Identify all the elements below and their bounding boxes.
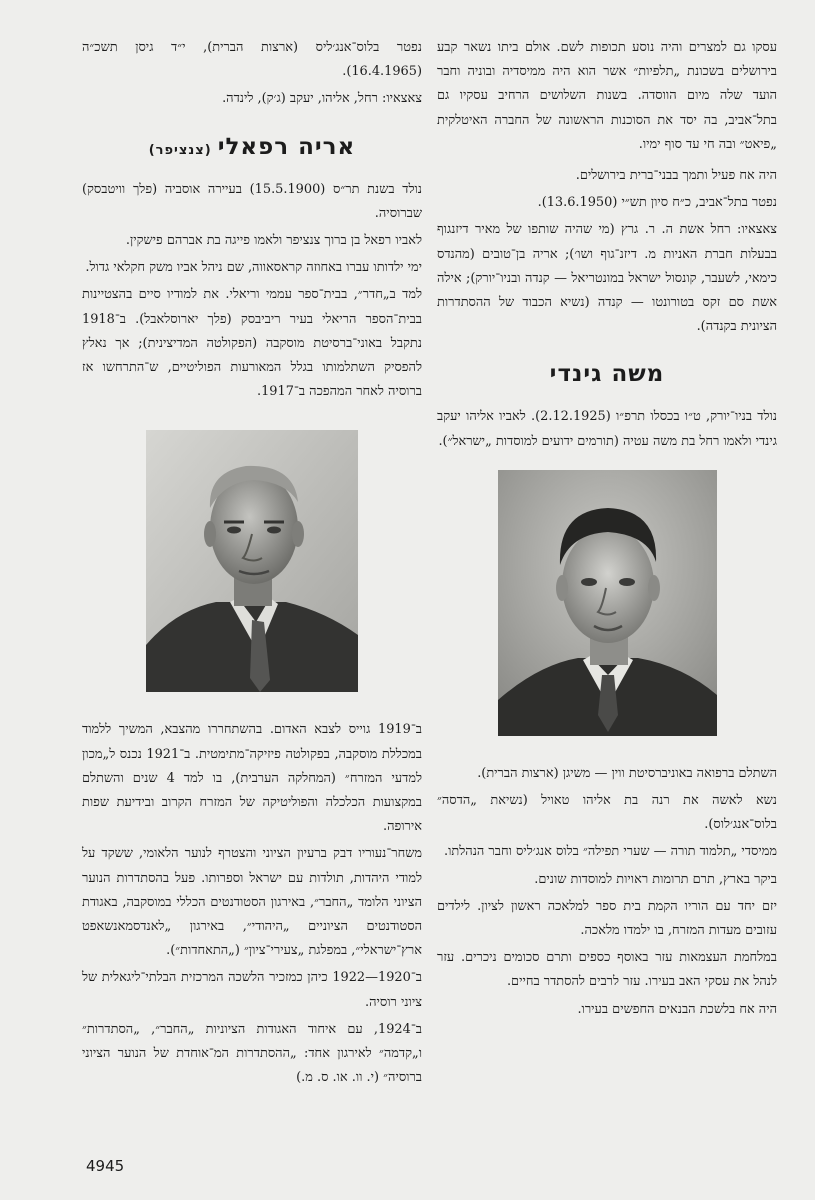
paragraph: נשא לאשה את רנה בת אליהו טאויל (נשיאת „הדסה״ בלוס־אנג׳לוס). xyxy=(437,793,777,833)
paragraph: ימי ילדותו עברו באחוזה קראסאווה, שם ניהל אביו משק חקלאי גדול. xyxy=(85,260,422,276)
paragraph: נולד בניו־יורק, ט״ו בכסלו תרפ״ו (2.12.1925). לאביו אליהו יעקב גינדי ולאמו רחל בת משה עטיה (תורמים ידועים למוסדות „ישראל״). xyxy=(437,409,777,449)
paragraph: נפטר בלוס־אנג׳ליס (ארצות הברית), י״ד גיסן תשכ״ה (16.4.1965). xyxy=(82,40,422,80)
paragraph: ב־1920—1922 כיהן כמזכיר הלשכה המרכזית הבלתי־ליגאלית של ציוני רוסיה. xyxy=(82,970,422,1010)
bio-heading-gindi xyxy=(437,361,777,387)
paragraph: ממיסדי „תלמוד תורה — שערי תפילה״ בלוס אנג׳ליס וחבר הנהלתו. xyxy=(444,844,777,860)
paragraph: נפטר בתל־אביב, כ״ח סיון תש״י (13.6.1950). xyxy=(537,195,777,211)
right-intro xyxy=(437,36,777,339)
paragraph: משחר־נעוריו דבק ברעיון הציוני והצטרף לנוער הלאומי, ששקד על למודי היהדות, תולדות עם ישראל וספרותו. פעל בהסתדרות הנוער הציוני הלומד „החבר״, באירגון הסטודנטים הכללי במוסקבה, באגודת הסטודנטים הציוניים „היהודי״, באירגון „לאנדסמאנשאפט ארץ־ישראלי״, במפלגת „צעירי־ציון״ („התאחדות״). xyxy=(82,846,422,959)
paragraph: נולד בשנת תר״ס (15.5.1900) בעיירה אוסביה (פלך וויטבסק) שברוסיה. xyxy=(82,181,423,221)
paragraph: לאביו רפאל בן ברוך צנציפר ולאמו פייגה בת אברהם פישקין. xyxy=(125,233,422,249)
paragraph: צאצאיו: רחל אשת ה. ר. גרץ (מי שהיה שותפו של מאיר דיזנגוף בבעלות חברת האניות מ. דיזנ־גוף ושו׳); אריה בן־טובים (מהנדס כימאי, לשעבר, קונסול ישראל במונטריאל — קנדה ובניו־יורק); אילה אשת סם זקס בטורונטו — קנדה (נשיא הכבוד של ההסתדרות הציונית בקנדה). xyxy=(437,222,777,335)
portrait-image xyxy=(498,470,717,736)
paragraph: עסקו גם למצרים והיה נוסע תכופות לשם. אולם ביתו נשאר קבע בירושלים בשכונת „תלפיות״ אשר הוא היה ממיסדיה ובוניה וחבר הועד שלה מיום הווסדה. בשנות השלושים הרחיב עסקיו גם בתל־אביב, בה יסד את הסוכנות הראשונה של החברה האיטלקית „פיאט״ ובה חי עד סוף ימיו. xyxy=(437,40,777,152)
paragraph: השתלם ברפואה באוניברסיטת ווין — משיגן (ארצות הברית). xyxy=(477,765,777,781)
paragraph: צאצאיו: רחל, אליהו, יעקב (ג׳ק), לינדה. xyxy=(222,91,422,107)
paragraph: ב־1924, עם איחוד האגודות הציוניות „החבר״, „הסתדרות״ ו„קדמה״ לאירגון אחד: „ההסתדרות המ־אוחדת של הנוער הציוני ברוסיה״ (י. וו. או. ס. מ.) xyxy=(82,1021,422,1086)
right-column xyxy=(437,36,777,1025)
paragraph: למד ב„חדר״, בבית־ספר עממי וריאלי. את למודיו סיים בהצטיינות בבית־הספר הריאלי בעיר ריביבסק (פלך יארוסלאבל). ב־1918 נתקבל באוני־ברסיטת מוסקבה (הפקולטה המדיצינית); אך נאלץ להפסיק השתלמותו בגלל המאורעות הפוליטיים, ש־התרחשו אז ברוסיה לאחר המהפכה ב־1917. xyxy=(82,287,422,400)
bio-alias: (צנציפר) xyxy=(148,142,212,158)
paragraph: היה אח בלשכת הבנאים החפשים בעירו. xyxy=(577,1001,777,1017)
bio-heading-refaeli xyxy=(82,134,422,160)
portrait-photo-gindi xyxy=(498,470,717,736)
bio-name: אריה רפאלי xyxy=(217,133,356,160)
portrait-image xyxy=(146,430,358,692)
left-column xyxy=(82,36,422,1093)
bio-name: משה גינדי xyxy=(549,361,665,388)
page-number: 4945 xyxy=(86,1157,125,1175)
paragraph: יזם יחד עם הוריו הקמת בית ספר למלאכה ראשון לציון. לילדים עזובים מעדות המזרח, בו ילמדו מלאכה. xyxy=(437,898,777,939)
paragraph: היה אח פעיל ותמך בבני־ברית בירושלים. xyxy=(575,168,777,184)
portrait-photo-refaeli xyxy=(146,430,358,692)
paragraph: במלחמת העצמאות עזר באוסף כספים ותרם סכומים ניכרים. עזר לנהל את עסקי האב בעירו. עזר לרבים להסתדר בחיים. xyxy=(437,950,777,990)
paragraph: ב־1919 גוייס לצבא האדום. בהשתחררו מהצבא, המשיך ללמוד במכללת מוסקבה, בפקולטה פיזיקה־מתימטית. ב־1921 נכנס ל„מכון למדעי המזרח״ (המחלקה הערבית), בו למד 4 שנים והשתלם במקצועות הכלכלה והפוליטיקה של המזרח הקרוב ובידיעת שפות אירופה. xyxy=(82,722,422,835)
paragraph: ביקר בארץ, תרם תרומות ראויות למוסדות שונים. xyxy=(534,871,777,887)
